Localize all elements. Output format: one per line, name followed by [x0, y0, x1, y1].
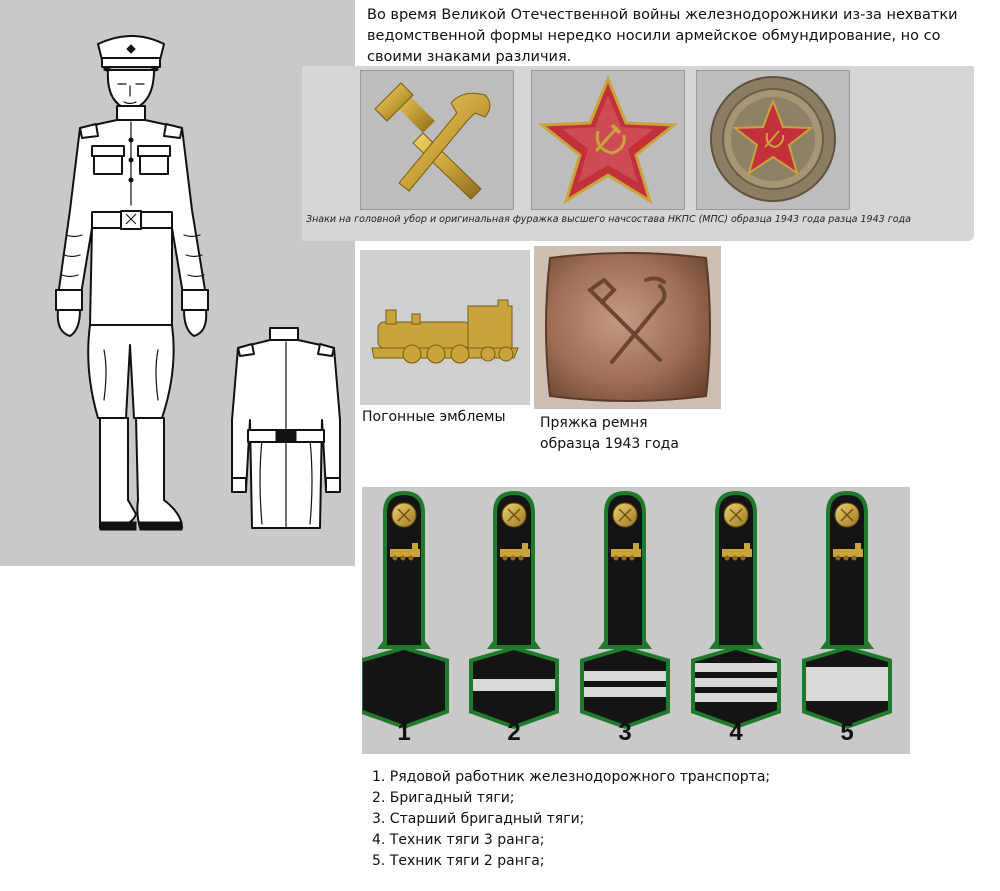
- soldier-front-figure: [56, 36, 208, 530]
- rank-stripe: [473, 679, 555, 691]
- rank-stripe: [584, 671, 666, 681]
- locomotive-emblem-icon: [360, 250, 530, 405]
- hammer-and-wrench-icon: [361, 71, 513, 209]
- epaulettes-drawing: [362, 487, 910, 754]
- epaulette-5: [802, 491, 892, 729]
- epaulette-3: [580, 491, 670, 729]
- rank-stripe: [695, 678, 777, 687]
- list-item: 4. Техник тяги 3 ранга;: [372, 832, 545, 848]
- belt-buckle-caption-line-1: Пряжка ремня: [540, 415, 648, 431]
- rank-stripe: [584, 687, 666, 697]
- list-item: 3. Старший бригадный тяги;: [372, 811, 585, 827]
- epaulette-4: [691, 491, 781, 729]
- belt-buckle-caption-line-2: образца 1943 года: [540, 436, 679, 452]
- badges-caption: Знаки на головной убор и оригинальная фуражка высшего начсостава НКПС (МПС) образца 1943 года разца 1943 года: [306, 214, 911, 225]
- hammer-and-wrench-badge: [360, 70, 514, 210]
- epaulettes-panel: [362, 487, 910, 754]
- list-item: 2. Бригадный тяги;: [372, 790, 515, 806]
- list-item: 5. Техник тяги 2 ранга;: [372, 853, 545, 869]
- rank-stripe: [695, 663, 777, 672]
- intro-paragraph: Во время Великой Отечественной войны железнодорожники из-за нехватки ведомственной формы нередко носили армейское обмундирование, но со своими знаками различия.: [367, 7, 958, 65]
- rank-stripe-solid: [806, 667, 888, 701]
- epaulette-number-3: 3: [618, 719, 632, 746]
- ranks-list: [372, 767, 892, 872]
- cap-cockade-badge: [696, 70, 850, 210]
- epaulette-number-5: 5: [840, 719, 854, 746]
- tunic-back-figure: [232, 328, 340, 528]
- rank-stripe: [695, 693, 777, 702]
- red-star-icon: [532, 71, 684, 209]
- epaulette-number-1: 1: [397, 719, 411, 746]
- epaulette-1: [362, 491, 449, 729]
- epaulette-number-2: 2: [507, 719, 521, 746]
- cockade-icon: [697, 71, 849, 209]
- belt-buckle-icon: [534, 246, 721, 409]
- list-item: 1. Рядовой работник железнодорожного транспорта;: [372, 769, 771, 785]
- shoulder-emblem-photo: [360, 250, 530, 405]
- belt-buckle-photo: [534, 246, 721, 409]
- shoulder-emblem-caption: Погонные эмблемы: [362, 409, 506, 425]
- epaulette-number-4: 4: [729, 719, 743, 746]
- red-star-badge: [531, 70, 685, 210]
- epaulette-2: [469, 491, 559, 729]
